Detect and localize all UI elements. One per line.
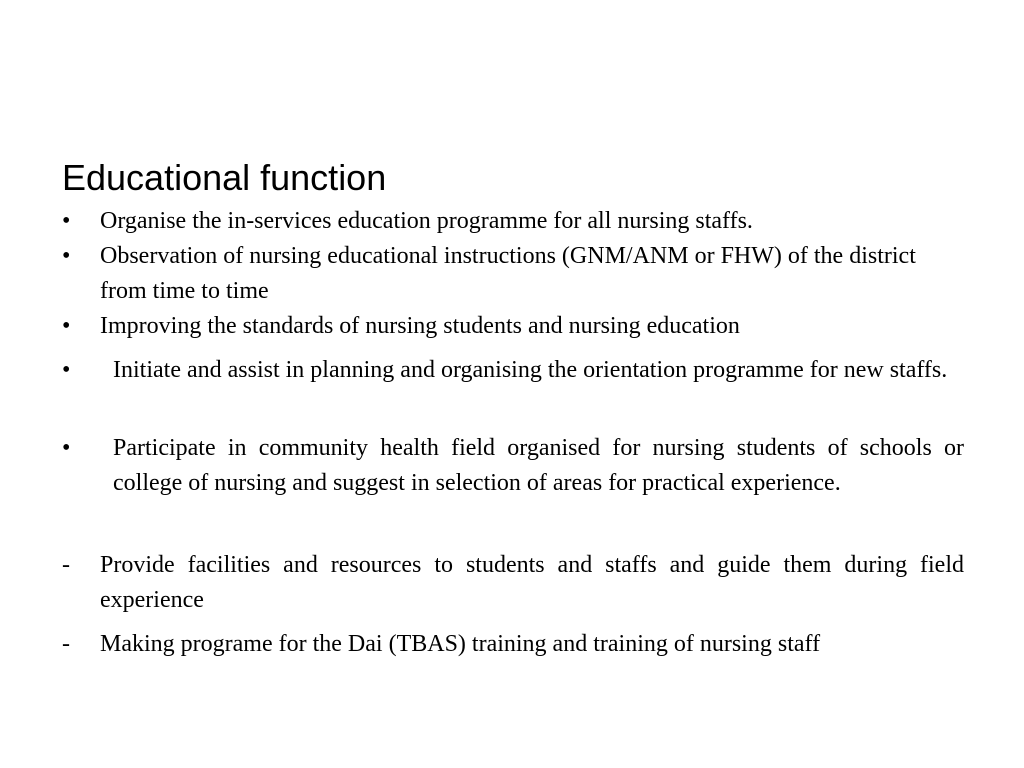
list-item <box>62 353 964 388</box>
bullet-marker: • <box>62 435 71 461</box>
list-item <box>62 431 964 501</box>
bullet-marker: • <box>62 357 71 383</box>
list-item-text: Organise the in-services education programme for all nursing staffs. <box>100 208 753 234</box>
slide-title: Educational function <box>62 157 387 198</box>
dash-marker: - <box>62 631 70 657</box>
list-item <box>62 309 964 344</box>
list-item-text: Making programe for the Dai (TBAS) training and training of nursing staff <box>100 631 821 657</box>
list-item <box>62 204 964 239</box>
dash-marker: - <box>62 552 70 578</box>
list-item-text: Participate in community health field organised for nursing students of schools or college of nursing and suggest in selection of areas for practical experience. <box>113 435 964 496</box>
bullet-marker: • <box>62 313 71 339</box>
list-item-text: Observation of nursing educational instructions (GNM/ANM or FHW) of the district from time to time <box>100 243 916 304</box>
list-item-text: Initiate and assist in planning and organising the orientation programme for new staffs. <box>113 357 948 383</box>
bullet-marker: • <box>62 243 71 269</box>
bullet-marker: • <box>62 208 71 234</box>
list-item <box>62 548 964 618</box>
list-item-text: Improving the standards of nursing students and nursing education <box>100 313 740 339</box>
list-item-text: Provide facilities and resources to students and staffs and guide them during field experience <box>100 552 964 613</box>
list-item <box>62 239 964 309</box>
list-item <box>62 627 964 662</box>
